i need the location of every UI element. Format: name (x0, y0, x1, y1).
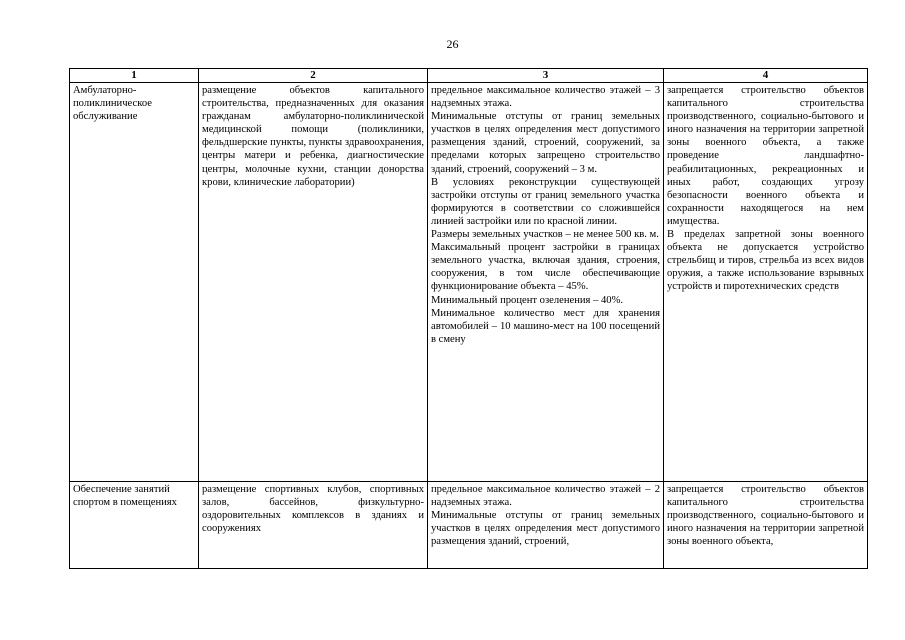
restriction-paragraph: запрещается строительство объектов капитального строительства производственного, социально-бытового и иного назначения на территории запретной зоны военного объекта, (667, 484, 864, 548)
parameters-cell (428, 83, 664, 482)
restrictions-cell (664, 83, 868, 482)
land-use-type: Обеспечение занятий спортом в помещениях (73, 484, 177, 509)
use-description: размещение объектов капитального строительства, предназначенных для оказания гражданам амбулаторно-поликлинической медицинской помощи (поликлиники, фельдшерские пункты, пункты здравоохранения, центры матери и ребенка, диагностические центры, молочные кухни, станции донорства крови, клинические лаборатории) (202, 85, 424, 188)
description-cell (199, 83, 428, 482)
column-header-2: 2 (199, 69, 428, 83)
description-cell (199, 482, 428, 569)
column-header-3: 3 (428, 69, 664, 83)
parameters-cell (428, 482, 664, 569)
column-header-4: 4 (664, 69, 868, 83)
parameter-paragraph: Минимальные отступы от границ земельных участков в целях определения мест допустимого размещения зданий, строений, (431, 510, 660, 548)
page-number: 26 (446, 37, 459, 51)
parameter-paragraph: предельное максимальное количество этажей – 2 надземных этажа. (431, 484, 660, 509)
parameter-paragraph: Максимальный процент застройки в границах земельного участка, включая здания, строения, сооружения, в том числе обеспечивающие функционирование объекта – 45%. (431, 242, 660, 293)
land-use-type-cell (70, 83, 199, 482)
restriction-paragraph: В пределах запретной зоны военного объекта не допускается устройство стрельбищ и тиров, стрельба из всех видов оружия, а также использование взрывных устройств и пиротехнических средств (667, 229, 864, 293)
use-description: размещение спортивных клубов, спортивных залов, бассейнов, физкультурно-оздоровительных комплексов в зданиях и сооружениях (202, 484, 424, 535)
table-row (70, 83, 868, 482)
zoning-table (69, 68, 868, 569)
parameter-paragraph: предельное максимальное количество этажей – 3 надземных этажа. (431, 85, 660, 110)
land-use-type-cell (70, 482, 199, 569)
parameter-paragraph: Минимальное количество мест для хранения автомобилей – 10 машино-мест на 100 посещений в смену (431, 307, 660, 345)
parameter-paragraph: Размеры земельных участков – не менее 500 кв. м. (431, 229, 659, 241)
parameter-paragraph: Минимальные отступы от границ земельных участков в целях определения мест допустимого размещения зданий, строений, сооружений, за пределами которых запрещено строительство зданий, строений, сооружений – 3 м. (431, 111, 660, 175)
restriction-paragraph: запрещается строительство объектов капитального строительства производственного, социально-бытового и иного назначения на территории запретной зоны военного объекта, а также проведение ландшафтно-реабилитационных, рекреационных и иных работ, создающих угрозу безопасности военного объекта и сохранности находящегося на нем имущества. (667, 85, 864, 227)
restrictions-cell (664, 482, 868, 569)
column-header-1: 1 (70, 69, 199, 83)
land-use-type: Амбулаторно-поликлиническое обслуживание (73, 85, 152, 123)
parameter-paragraph: В условиях реконструкции существующей застройки отступы от границ земельного участка формируются в соответствии со сложившейся линией застройки или по красной линии. (431, 176, 660, 227)
table-header-row (70, 69, 868, 83)
parameter-paragraph: Минимальный процент озеленения – 40%. (431, 294, 624, 306)
table-row (70, 482, 868, 569)
